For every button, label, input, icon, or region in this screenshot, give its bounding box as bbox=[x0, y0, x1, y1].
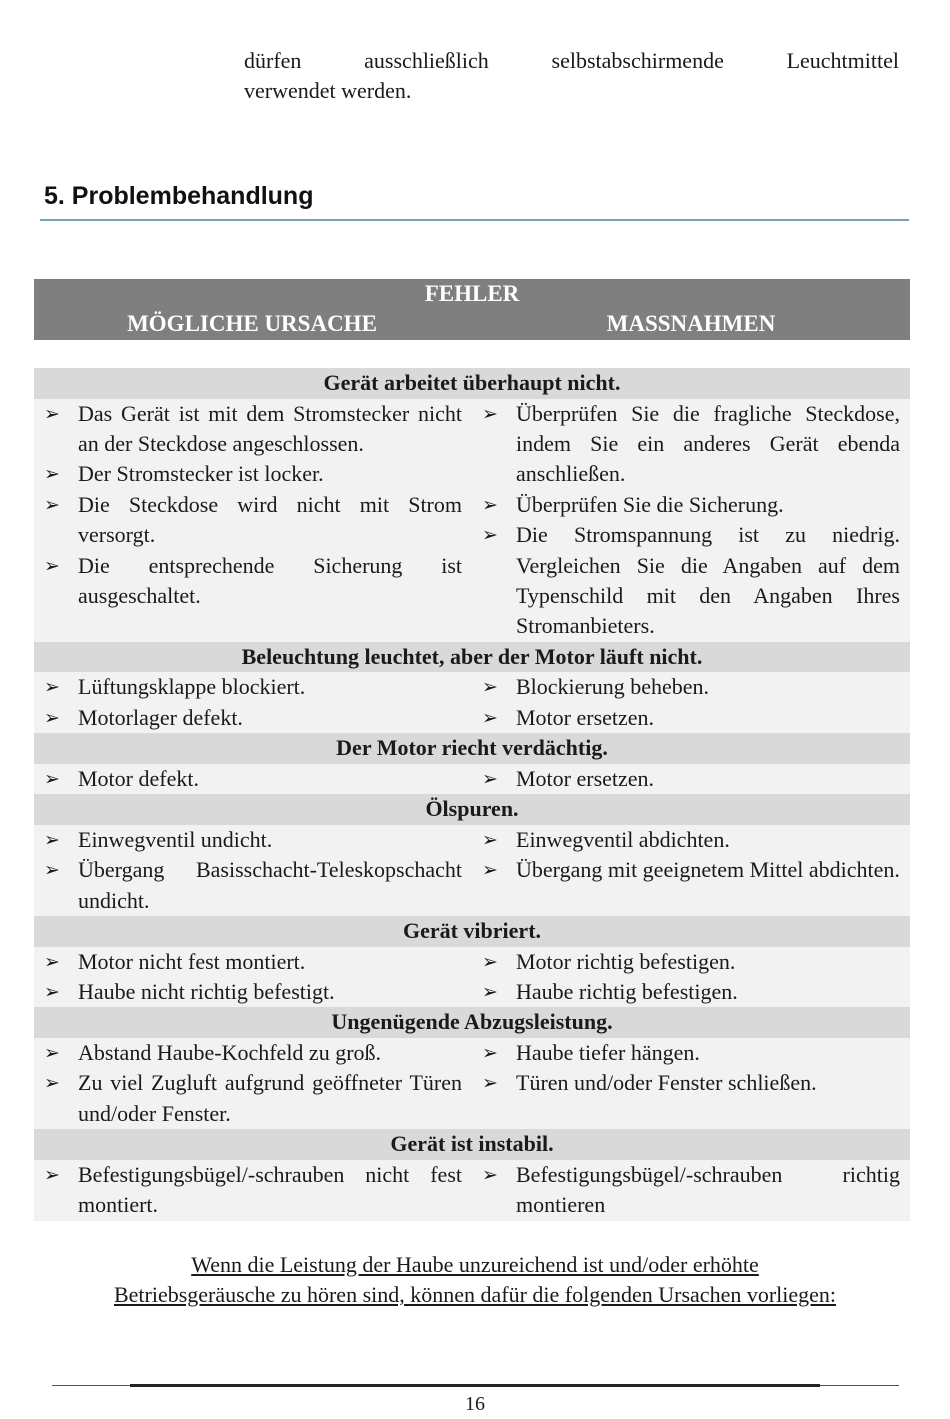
cause-item-text: Zu viel Zugluft aufgrund geöffneter Türen und/oder Fenster. bbox=[78, 1070, 462, 1126]
cause-item-text: Motor nicht fest montiert. bbox=[78, 948, 306, 974]
fault-section bbox=[34, 642, 910, 733]
cause-item-text: Übergang Basisschacht-Teleskopschacht undicht. bbox=[78, 857, 462, 913]
fault-title: Ölspuren. bbox=[34, 794, 910, 825]
action-item-text: Überprüfen Sie die fragliche Steckdose, indem Sie ein anderes Gerät ebenda anschließen. bbox=[516, 400, 900, 487]
cause-item-text: Motor defekt. bbox=[78, 765, 199, 791]
causes-column bbox=[34, 399, 472, 642]
cause-item bbox=[44, 490, 462, 551]
fault-section bbox=[34, 916, 910, 1007]
causes-column bbox=[34, 672, 472, 733]
actions-column bbox=[472, 825, 910, 916]
action-item bbox=[482, 764, 900, 794]
cause-item bbox=[44, 1068, 462, 1129]
page-number: 16 bbox=[465, 1393, 485, 1415]
intro-line-1: dürfen ausschließlich selbstabschirmende Leuchtmittel bbox=[244, 48, 899, 73]
arrow-bullet-icon: ➢ bbox=[44, 950, 60, 973]
fault-section bbox=[34, 794, 910, 916]
action-item-text: Die Stromspannung ist zu niedrig. Vergleichen Sie die Angaben auf dem Typenschild mit den Angaben Ihres Stromanbieters. bbox=[516, 522, 900, 639]
cause-item-text: Haube nicht richtig befestigt. bbox=[78, 979, 335, 1005]
fault-title: Gerät vibriert. bbox=[34, 916, 910, 947]
troubleshooting-table bbox=[34, 368, 910, 1221]
arrow-bullet-icon: ➢ bbox=[482, 493, 498, 516]
fault-columns bbox=[34, 1038, 910, 1129]
action-item bbox=[482, 977, 900, 1007]
footer-rule-bold bbox=[130, 1384, 820, 1387]
arrow-bullet-icon: ➢ bbox=[482, 950, 498, 973]
cause-item-text: Motorlager defekt. bbox=[78, 704, 243, 730]
action-item bbox=[482, 703, 900, 733]
heading-divider bbox=[40, 219, 909, 221]
cause-item bbox=[44, 551, 462, 612]
note-line-2: Betriebsgeräusche zu hören sind, können dafür die folgenden Ursachen vorliegen: bbox=[113, 1282, 837, 1307]
causes-column bbox=[34, 947, 472, 1008]
action-item-text: Haube richtig befestigen. bbox=[516, 979, 738, 1005]
fault-title: Gerät ist instabil. bbox=[34, 1129, 910, 1160]
note-paragraph bbox=[34, 1250, 916, 1310]
fault-columns bbox=[34, 947, 910, 1008]
action-item-text: Motor ersetzen. bbox=[516, 704, 655, 730]
fault-section bbox=[34, 733, 910, 794]
action-item bbox=[482, 947, 900, 977]
causes-column bbox=[34, 1038, 472, 1129]
actions-column bbox=[472, 764, 910, 794]
section-heading: 5. Problembehandlung bbox=[44, 182, 314, 210]
arrow-bullet-icon: ➢ bbox=[482, 706, 498, 729]
cause-item-text: Der Stromstecker ist locker. bbox=[78, 461, 324, 487]
arrow-bullet-icon: ➢ bbox=[482, 676, 498, 699]
cause-item bbox=[44, 855, 462, 916]
action-item-text: Haube tiefer hängen. bbox=[516, 1040, 700, 1066]
arrow-bullet-icon: ➢ bbox=[44, 1042, 60, 1065]
arrow-bullet-icon: ➢ bbox=[44, 463, 60, 486]
causes-column bbox=[34, 825, 472, 916]
cause-item-text: Einwegventil undicht. bbox=[78, 826, 273, 852]
arrow-bullet-icon: ➢ bbox=[44, 676, 60, 699]
fault-columns bbox=[34, 399, 910, 642]
fault-columns bbox=[34, 825, 910, 916]
arrow-bullet-icon: ➢ bbox=[44, 1163, 60, 1186]
fault-title: Gerät arbeitet überhaupt nicht. bbox=[34, 368, 910, 399]
fault-columns bbox=[34, 1160, 910, 1221]
arrow-bullet-icon: ➢ bbox=[44, 402, 60, 425]
cause-item-text: Lüftungsklappe blockiert. bbox=[78, 674, 306, 700]
causes-column bbox=[34, 1160, 472, 1221]
action-item-text: Befestigungsbügel/-schrauben richtig montieren bbox=[516, 1161, 900, 1218]
cause-item-text: Das Gerät ist mit dem Stromstecker nicht an der Steckdose angeschlossen. bbox=[78, 400, 462, 456]
action-item bbox=[482, 399, 900, 490]
action-item-text: Motor ersetzen. bbox=[516, 765, 655, 791]
actions-column bbox=[472, 947, 910, 1008]
action-item-text: Überprüfen Sie die Sicherung. bbox=[516, 491, 784, 517]
actions-column bbox=[472, 1160, 910, 1221]
arrow-bullet-icon: ➢ bbox=[482, 981, 498, 1004]
cause-item bbox=[44, 977, 462, 1007]
action-item bbox=[482, 1038, 900, 1068]
causes-column bbox=[34, 764, 472, 794]
cause-item-text: Die entsprechende Sicherung ist ausgeschaltet. bbox=[78, 552, 462, 609]
action-item bbox=[482, 520, 900, 642]
action-item bbox=[482, 1160, 900, 1221]
arrow-bullet-icon: ➢ bbox=[482, 524, 498, 547]
cause-item bbox=[44, 399, 462, 460]
header-massnahmen: MASSNAHMEN bbox=[606, 311, 776, 336]
note-line-1: Wenn die Leistung der Haube unzureichend ist und/oder erhöhte bbox=[191, 1252, 759, 1277]
arrow-bullet-icon: ➢ bbox=[44, 706, 60, 729]
arrow-bullet-icon: ➢ bbox=[44, 859, 60, 882]
table-header bbox=[34, 279, 910, 340]
cause-item bbox=[44, 825, 462, 855]
arrow-bullet-icon: ➢ bbox=[44, 554, 60, 577]
actions-column bbox=[472, 672, 910, 733]
arrow-bullet-icon: ➢ bbox=[44, 1072, 60, 1095]
cause-item bbox=[44, 764, 462, 794]
action-item bbox=[482, 1068, 900, 1098]
action-item bbox=[482, 855, 900, 885]
arrow-bullet-icon: ➢ bbox=[482, 767, 498, 790]
action-item bbox=[482, 825, 900, 855]
arrow-bullet-icon: ➢ bbox=[482, 859, 498, 882]
arrow-bullet-icon: ➢ bbox=[482, 402, 498, 425]
header-ursache: MÖGLICHE URSACHE bbox=[127, 311, 377, 336]
action-item-text: Motor richtig befestigen. bbox=[516, 948, 736, 974]
intro-paragraph bbox=[244, 46, 899, 106]
cause-item bbox=[44, 1038, 462, 1068]
arrow-bullet-icon: ➢ bbox=[482, 1163, 498, 1186]
fault-title: Der Motor riecht verdächtig. bbox=[34, 733, 910, 764]
arrow-bullet-icon: ➢ bbox=[482, 1042, 498, 1065]
cause-item bbox=[44, 672, 462, 702]
arrow-bullet-icon: ➢ bbox=[44, 767, 60, 790]
cause-item bbox=[44, 459, 462, 489]
action-item-text: Einwegventil abdichten. bbox=[516, 826, 730, 852]
fault-columns bbox=[34, 764, 910, 794]
cause-item bbox=[44, 1160, 462, 1221]
arrow-bullet-icon: ➢ bbox=[482, 828, 498, 851]
action-item bbox=[482, 672, 900, 702]
header-fehler: FEHLER bbox=[424, 281, 520, 306]
action-item bbox=[482, 490, 900, 520]
action-item-text: Blockierung beheben. bbox=[516, 674, 710, 700]
cause-item bbox=[44, 703, 462, 733]
cause-item-text: Befestigungsbügel/-schrauben nicht fest montiert. bbox=[78, 1161, 462, 1218]
fault-section bbox=[34, 1129, 910, 1220]
intro-line-2: verwendet werden. bbox=[244, 78, 412, 103]
fault-title: Beleuchtung leuchtet, aber der Motor läuft nicht. bbox=[34, 642, 910, 673]
cause-item-text: Die Steckdose wird nicht mit Strom versorgt. bbox=[78, 491, 462, 548]
cause-item bbox=[44, 947, 462, 977]
arrow-bullet-icon: ➢ bbox=[44, 493, 60, 516]
actions-column bbox=[472, 399, 910, 642]
arrow-bullet-icon: ➢ bbox=[482, 1072, 498, 1095]
fault-columns bbox=[34, 672, 910, 733]
fault-section bbox=[34, 1007, 910, 1129]
arrow-bullet-icon: ➢ bbox=[44, 981, 60, 1004]
action-item-text: Übergang mit geeignetem Mittel abdichten. bbox=[516, 857, 900, 883]
arrow-bullet-icon: ➢ bbox=[44, 828, 60, 851]
fault-title: Ungenügende Abzugsleistung. bbox=[34, 1007, 910, 1038]
fault-section bbox=[34, 368, 910, 642]
actions-column bbox=[472, 1038, 910, 1129]
action-item-text: Türen und/oder Fenster schließen. bbox=[516, 1070, 817, 1096]
cause-item-text: Abstand Haube-Kochfeld zu groß. bbox=[78, 1040, 382, 1066]
